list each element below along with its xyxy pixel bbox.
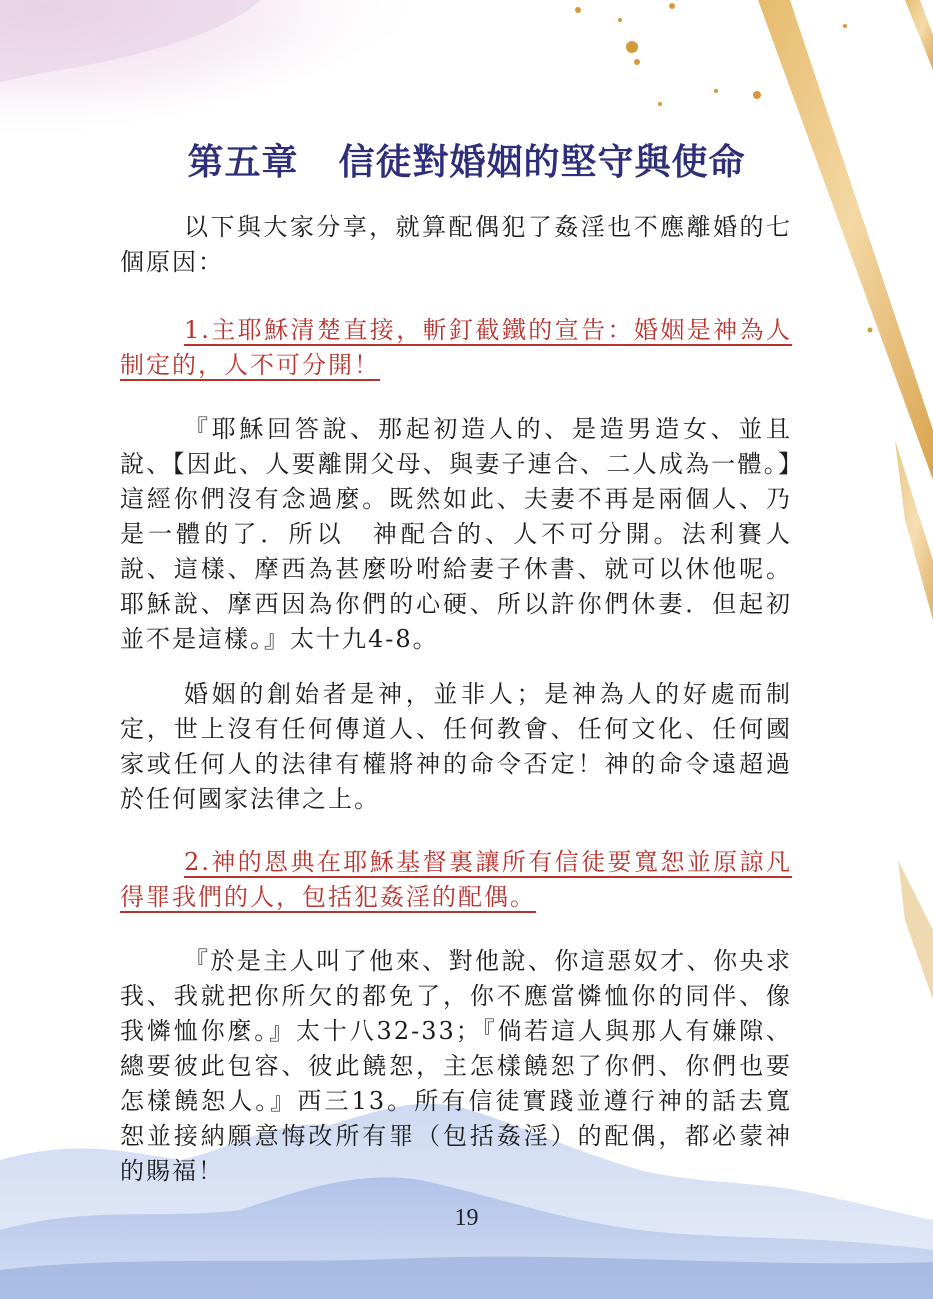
page-number: 19 bbox=[454, 1205, 479, 1231]
point-one-heading bbox=[120, 313, 792, 383]
intro-paragraph: 以下與大家分享，就算配偶犯了姦淫也不應離婚的七個原因： bbox=[120, 213, 792, 276]
scripture-quote-forgiveness: 『於是主人叫了他來、對他說、你這惡奴才、你央求我、我就把你所欠的都免了，你不應當憐恤你的同伴、像我憐恤你麼。』太十八32-33；『倘若這人與那人有嫌隙、總要彼此包容、彼此饒恕，主怎樣饒恕了你們、你們也要怎樣饒恕人。』西三13。所有信徒實踐並遵行神的話去寬恕並接納願意悔改所有罪（包括姦淫）的配偶，都必蒙神的賜福！ bbox=[120, 947, 792, 1185]
point-two-heading bbox=[120, 845, 792, 915]
chapter-title bbox=[0, 134, 933, 185]
chapter-name: 信徒對婚姻的堅守與使命 bbox=[338, 142, 746, 183]
scripture-quote-matthew-19: 『耶穌回答說、那起初造人的、是造男造女、並且說、【因此、人要離開父母、與妻子連合、二人成為一體。】這經你們沒有念過麼。既然如此、夫妻不再是兩個人、乃是一體的了．所以 神配合的、人不可分開。法利賽人說、這樣、摩西為甚麼吩咐給妻子休書、就可以休他呢。耶穌說、摩西因為你們的心硬、所以許你們休妻．但起初並不是這樣。』太十九4-8。 bbox=[120, 415, 792, 653]
point-two-text: 2.神的恩典在耶穌基督裏讓所有信徒要寬恕並原諒凡得罪我們的人，包括犯姦淫的配偶。 bbox=[120, 848, 792, 911]
chapter-number: 第五章 bbox=[187, 142, 299, 183]
point-one-text: 1.主耶穌清楚直接，斬釘截鐵的宣告：婚姻是神為人制定的，人不可分開！ bbox=[120, 316, 792, 379]
marriage-origin-paragraph: 婚姻的創始者是神，並非人；是神為人的好處而制定，世上沒有任何傳道人、任何教會、任何文化、任何國家或任何人的法律有權將神的命令否定！神的命令遠超過於任何國家法律之上。 bbox=[120, 680, 792, 813]
